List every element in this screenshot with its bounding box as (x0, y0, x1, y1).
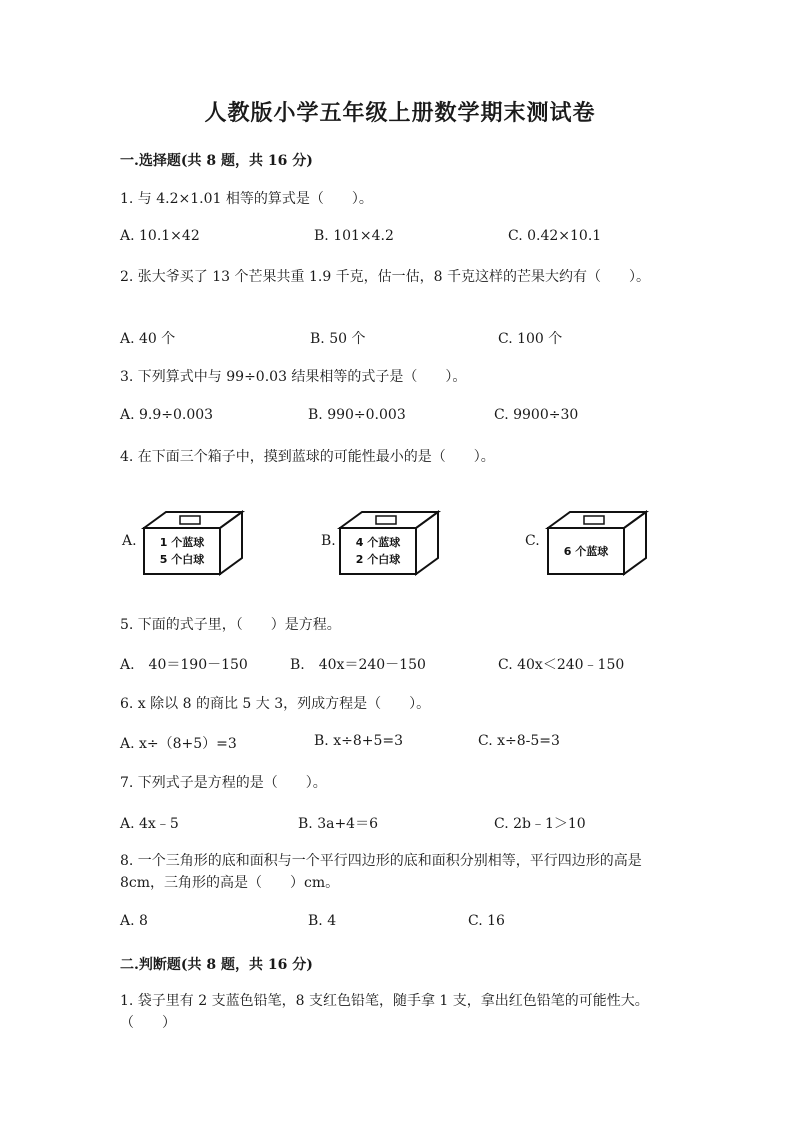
question-1: 1. 与 4.2×1.01 相等的算式是（ ）。 (120, 191, 373, 207)
box-b-figure (334, 500, 444, 580)
page-title: 人教版小学五年级上册数学期末测试卷 (204, 100, 596, 126)
section-heading-judge: 二.判断题(共 8 题，共 16 分) (120, 957, 313, 973)
judge-question-1: 1. 袋子里有 2 支蓝色铅笔，8 支红色铅笔，随手拿 1 支，拿出红色铅笔的可能性大。（ ） (120, 993, 649, 1031)
box-b-line-1: 4 个蓝球 (355, 536, 401, 549)
option-a: A. 40 个 (120, 331, 176, 347)
question-7: 7. 下列式子是方程的是（ ）。 (120, 775, 327, 791)
option-b: B. 40x＝240－150 (290, 657, 426, 673)
option-c: C. 100 个 (498, 331, 563, 347)
option-c: C. x÷8-5=3 (478, 733, 560, 749)
option-a: A. x÷（8+5）=3 (120, 736, 237, 752)
question-8: 8. 一个三角形的底和面积与一个平行四边形的底和面积分别相等，平行四边形的高是 8cm，三角形的高是（ ）cm。 (120, 853, 642, 891)
option-b: B. 101×4.2 (314, 228, 394, 244)
option-a: A. 9.9÷0.003 (120, 407, 214, 423)
question-5: 5. 下面的式子里，（ ）是方程。 (120, 617, 341, 633)
box-c-line-1: 6 个蓝球 (563, 545, 609, 558)
box-b-label: B. (321, 533, 336, 549)
option-b: B. 3a+4＝6 (298, 816, 378, 832)
option-a: A. 10.1×42 (120, 228, 200, 244)
option-b: B. x÷8+5=3 (314, 733, 403, 749)
question-6: 6. x 除以 8 的商比 5 大 3，列成方程是（ ）。 (120, 696, 431, 712)
box-a-label: A. (122, 533, 137, 549)
box-a-line-1: 1 个蓝球 (159, 536, 205, 549)
option-b: B. 50 个 (310, 331, 366, 347)
box-a-line-2: 5 个白球 (159, 553, 205, 566)
box-c-figure (542, 500, 652, 580)
option-c: C. 9900÷30 (494, 407, 579, 423)
question-2: 2. 张大爷买了 13 个芒果共重 1.9 千克，估一估，8 千克这样的芒果大约有（ ）。 (120, 269, 651, 285)
option-b: B. 990÷0.003 (308, 407, 406, 423)
option-a: A. 8 (120, 913, 148, 929)
option-b: B. 4 (308, 913, 337, 929)
question-4: 4. 在下面三个箱子中，摸到蓝球的可能性最小的是（ ）。 (120, 449, 495, 465)
question-3: 3. 下列算式中与 99÷0.03 结果相等的式子是（ ）。 (120, 369, 467, 385)
section-heading-choice: 一.选择题(共 8 题，共 16 分) (120, 153, 313, 169)
box-a-figure (138, 500, 248, 580)
option-c: C. 40x＜240﹣150 (498, 657, 625, 673)
option-c: C. 0.42×10.1 (508, 228, 602, 244)
option-a: A. 4x﹣5 (120, 816, 179, 832)
box-b-line-2: 2 个白球 (355, 553, 401, 566)
option-c: C. 2b﹣1＞10 (494, 816, 586, 832)
box-c-label: C. (525, 533, 540, 549)
option-c: C. 16 (468, 913, 505, 929)
option-a: A. 40＝190－150 (120, 657, 248, 673)
